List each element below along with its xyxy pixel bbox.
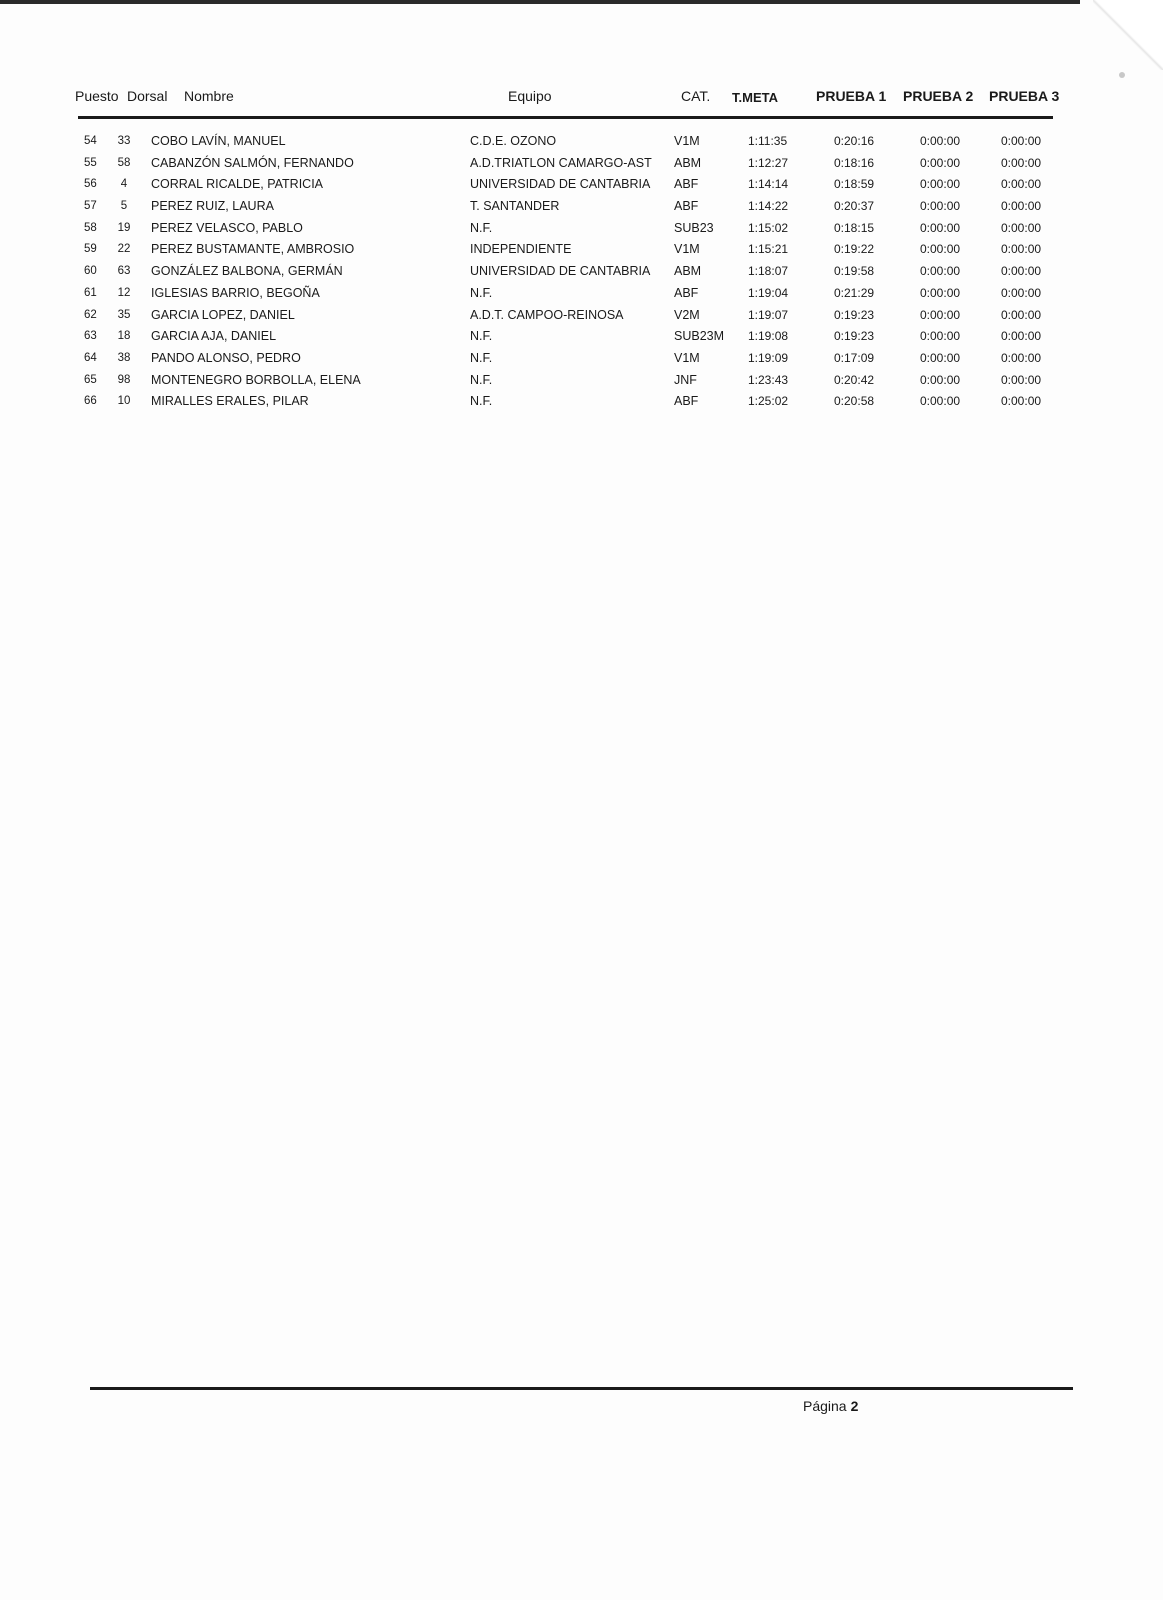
row-prueba2: 0:00:00 [920, 372, 961, 387]
row-nombre: COBO LAVÍN, MANUEL [151, 134, 286, 148]
row-nombre: PEREZ RUIZ, LAURA [151, 199, 274, 214]
row-prueba1: 0:19:23 [834, 329, 875, 344]
row-equipo: N.F. [470, 350, 493, 365]
row-nombre: CABANZÓN SALMÓN, FERNANDO [151, 155, 354, 170]
table-row [0, 393, 1163, 415]
row-equipo: N.F. [470, 394, 493, 409]
row-prueba2: 0:00:00 [920, 220, 961, 235]
header-divider [78, 116, 1053, 119]
row-tmeta: 1:23:43 [748, 372, 789, 387]
table-row [0, 198, 1163, 220]
row-cat: ABF [674, 199, 699, 214]
row-prueba1: 0:19:22 [834, 242, 875, 257]
row-nombre: MIRALLES ERALES, PILAR [151, 394, 309, 409]
table-row [0, 241, 1163, 263]
row-prueba1: 0:18:59 [834, 177, 875, 192]
row-cat: V1M [674, 350, 700, 365]
row-puesto: 57 [84, 200, 97, 213]
row-dorsal: 22 [117, 243, 131, 256]
row-prueba1: 0:17:09 [834, 350, 875, 365]
row-dorsal: 18 [117, 330, 131, 343]
row-dorsal: 63 [117, 265, 131, 278]
header-puesto: Puesto [75, 88, 119, 104]
row-nombre: PANDO ALONSO, PEDRO [151, 350, 301, 365]
row-prueba3: 0:00:00 [1001, 242, 1042, 257]
row-nombre: MONTENEGRO BORBOLLA, ELENA [151, 372, 361, 387]
row-tmeta: 1:15:21 [748, 242, 789, 257]
row-prueba2: 0:00:00 [920, 134, 961, 148]
row-tmeta: 1:15:02 [748, 220, 789, 235]
row-puesto: 58 [84, 221, 97, 234]
row-prueba3: 0:00:00 [1001, 134, 1042, 148]
row-prueba1: 0:18:16 [834, 155, 875, 170]
row-tmeta: 1:14:22 [748, 199, 789, 214]
row-equipo: INDEPENDIENTE [470, 242, 572, 257]
row-prueba3: 0:00:00 [1001, 199, 1042, 214]
row-puesto: 56 [84, 178, 97, 191]
row-prueba3: 0:00:00 [1001, 285, 1042, 300]
row-prueba2: 0:00:00 [920, 177, 961, 192]
header-nombre: Nombre [184, 88, 234, 104]
row-equipo: N.F. [470, 285, 493, 300]
row-dorsal: 12 [117, 286, 131, 299]
row-dorsal: 38 [117, 351, 131, 364]
row-cat: ABF [674, 285, 699, 300]
row-prueba2: 0:00:00 [920, 155, 961, 170]
header-cat: CAT. [681, 88, 711, 104]
row-prueba2: 0:00:00 [920, 350, 961, 365]
row-tmeta: 1:18:07 [748, 264, 789, 279]
row-nombre: GONZÁLEZ BALBONA, GERMÁN [151, 264, 343, 279]
row-cat: SUB23M [674, 329, 725, 344]
row-tmeta: 1:19:08 [748, 329, 789, 344]
row-dorsal: 10 [117, 395, 131, 408]
row-equipo: N.F. [470, 220, 493, 235]
row-prueba1: 0:18:15 [834, 220, 875, 235]
footer-divider [90, 1387, 1073, 1390]
row-puesto: 59 [84, 243, 97, 256]
row-prueba3: 0:00:00 [1001, 155, 1042, 170]
results-table-body [0, 133, 1163, 415]
row-prueba3: 0:00:00 [1001, 372, 1042, 387]
row-prueba3: 0:00:00 [1001, 350, 1042, 365]
row-dorsal: 33 [117, 135, 131, 147]
row-tmeta: 1:19:04 [748, 285, 789, 300]
table-row [0, 350, 1163, 372]
header-prueba2: PRUEBA 2 [903, 88, 974, 104]
page-number: 2 [850, 1398, 859, 1414]
row-equipo: UNIVERSIDAD DE CANTABRIA [470, 177, 651, 192]
row-nombre: CORRAL RICALDE, PATRICIA [151, 177, 324, 192]
row-prueba2: 0:00:00 [920, 264, 961, 279]
row-tmeta: 1:19:07 [748, 307, 789, 322]
table-row [0, 285, 1163, 307]
row-prueba2: 0:00:00 [920, 394, 961, 409]
table-row [0, 328, 1163, 350]
page-footer [803, 1398, 858, 1414]
row-prueba2: 0:00:00 [920, 285, 961, 300]
row-cat: ABM [674, 264, 702, 279]
row-tmeta: 1:12:27 [748, 155, 789, 170]
row-cat: ABM [674, 155, 702, 170]
header-prueba3: PRUEBA 3 [989, 88, 1060, 104]
row-equipo: N.F. [470, 329, 493, 344]
row-tmeta: 1:14:14 [748, 177, 789, 192]
header-prueba1: PRUEBA 1 [816, 88, 887, 104]
table-row [0, 155, 1163, 177]
row-puesto: 61 [84, 286, 97, 299]
row-tmeta: 1:19:09 [748, 350, 789, 365]
row-prueba3: 0:00:00 [1001, 177, 1042, 192]
row-tmeta: 1:25:02 [748, 394, 789, 409]
row-prueba3: 0:00:00 [1001, 307, 1042, 322]
row-cat: V2M [674, 307, 700, 322]
row-puesto: 63 [84, 330, 97, 343]
row-equipo: N.F. [470, 372, 493, 387]
row-prueba3: 0:00:00 [1001, 329, 1042, 344]
row-prueba2: 0:00:00 [920, 199, 961, 214]
row-cat: SUB23 [674, 220, 714, 235]
row-cat: ABF [674, 394, 699, 409]
row-equipo: C.D.E. OZONO [470, 134, 557, 148]
row-prueba2: 0:00:00 [920, 307, 961, 322]
table-row [0, 307, 1163, 329]
row-prueba1: 0:21:29 [834, 285, 875, 300]
table-row [0, 133, 1163, 155]
row-puesto: 55 [84, 156, 97, 169]
header-tmeta: T.META [732, 90, 778, 105]
row-cat: JNF [674, 372, 697, 387]
table-row [0, 372, 1163, 394]
row-prueba3: 0:00:00 [1001, 220, 1042, 235]
row-nombre: PEREZ BUSTAMANTE, AMBROSIO [151, 242, 355, 257]
row-dorsal: 5 [120, 200, 128, 213]
row-puesto: 65 [84, 373, 97, 386]
row-prueba1: 0:20:37 [834, 199, 875, 214]
page-label: Página [803, 1398, 847, 1414]
row-equipo: UNIVERSIDAD DE CANTABRIA [470, 264, 651, 279]
table-row [0, 263, 1163, 285]
row-dorsal: 19 [117, 221, 131, 234]
page-corner-fold [1093, 0, 1163, 70]
row-prueba3: 0:00:00 [1001, 264, 1042, 279]
row-prueba1: 0:19:58 [834, 264, 875, 279]
row-puesto: 60 [84, 265, 97, 278]
table-row [0, 176, 1163, 198]
header-equipo: Equipo [508, 88, 552, 104]
row-prueba1: 0:19:23 [834, 307, 875, 322]
row-nombre: IGLESIAS BARRIO, BEGOÑA [151, 285, 320, 300]
scan-speck [1119, 72, 1125, 78]
row-puesto: 54 [84, 135, 97, 147]
table-row [0, 220, 1163, 242]
header-dorsal: Dorsal [127, 88, 168, 104]
row-prueba2: 0:00:00 [920, 329, 961, 344]
scan-edge [0, 0, 1080, 4]
row-prueba1: 0:20:58 [834, 394, 875, 409]
row-dorsal: 35 [117, 308, 131, 321]
row-nombre: GARCIA LOPEZ, DANIEL [151, 307, 295, 322]
row-tmeta: 1:11:35 [748, 134, 788, 148]
row-puesto: 66 [84, 395, 97, 408]
row-cat: V1M [674, 242, 700, 257]
row-prueba1: 0:20:42 [834, 372, 875, 387]
row-nombre: GARCIA AJA, DANIEL [151, 329, 277, 344]
row-dorsal: 58 [117, 156, 131, 169]
table-header [0, 88, 1163, 118]
row-puesto: 62 [84, 308, 97, 321]
row-cat: V1M [674, 134, 700, 148]
row-equipo: T. SANTANDER [470, 199, 560, 214]
row-prueba3: 0:00:00 [1001, 394, 1042, 409]
row-dorsal: 98 [117, 373, 131, 386]
row-equipo: A.D.TRIATLON CAMARGO-AST [470, 155, 652, 170]
row-equipo: A.D.T. CAMPOO-REINOSA [470, 307, 624, 322]
row-prueba2: 0:00:00 [920, 242, 961, 257]
row-cat: ABF [674, 177, 699, 192]
row-puesto: 64 [84, 351, 97, 364]
row-prueba1: 0:20:16 [834, 134, 875, 148]
row-dorsal: 4 [120, 178, 128, 191]
row-nombre: PEREZ VELASCO, PABLO [151, 220, 303, 235]
